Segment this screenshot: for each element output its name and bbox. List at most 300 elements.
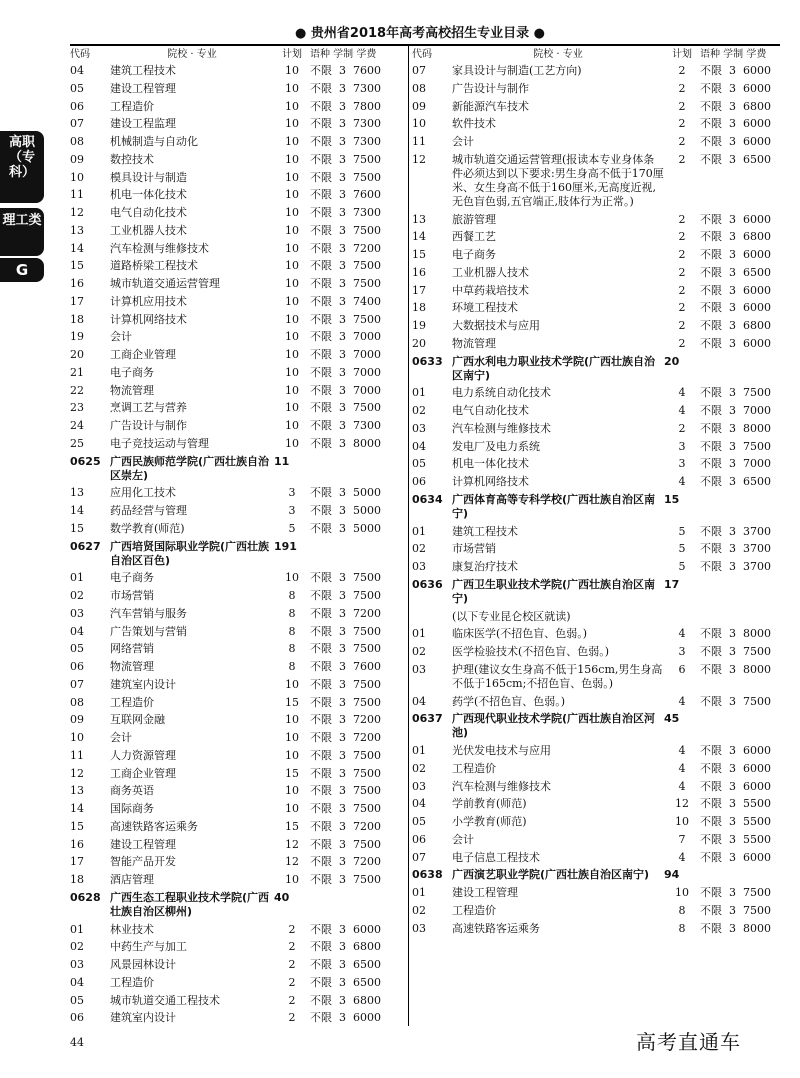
row-meta: 不限 3 7000 bbox=[310, 383, 381, 397]
table-row bbox=[70, 731, 400, 745]
row-plan: 10 bbox=[285, 99, 299, 113]
row-name: 电子商务 bbox=[452, 248, 496, 261]
row-plan: 2 bbox=[678, 64, 686, 77]
col-header-name: 院校 · 专业 bbox=[167, 49, 217, 60]
row-plan: 10 bbox=[285, 677, 299, 691]
row-plan: 45 bbox=[664, 712, 680, 726]
row-plan: 4 bbox=[678, 404, 686, 417]
row-plan: 4 bbox=[678, 627, 686, 641]
table-row bbox=[412, 627, 790, 641]
row-plan: 2 bbox=[288, 922, 296, 936]
row-code: 04 bbox=[412, 694, 426, 708]
row-plan: 20 bbox=[664, 354, 680, 368]
row-code: 02 bbox=[412, 542, 426, 556]
table-row bbox=[70, 873, 400, 887]
row-code: 0633 bbox=[412, 354, 443, 368]
table-row bbox=[70, 486, 400, 500]
row-name: 市场营销 bbox=[110, 589, 154, 602]
row-code: 16 bbox=[412, 265, 426, 279]
table-row bbox=[70, 713, 400, 727]
row-code: 03 bbox=[412, 662, 426, 676]
row-plan: 4 bbox=[678, 761, 686, 775]
left-rows bbox=[70, 64, 400, 1025]
table-row bbox=[412, 117, 790, 131]
row-code: 02 bbox=[70, 589, 84, 602]
row-name: 工程造价 bbox=[110, 695, 154, 709]
row-name: 道路桥梁工程技术 bbox=[110, 259, 198, 273]
row-code: 14 bbox=[70, 504, 84, 517]
row-code: 15 bbox=[70, 259, 84, 273]
table-row bbox=[412, 319, 790, 333]
institution-row bbox=[412, 578, 790, 606]
row-meta: 不限 3 8000 bbox=[700, 662, 771, 676]
row-meta: 不限 3 7500 bbox=[310, 873, 381, 886]
row-plan: 10 bbox=[285, 259, 299, 273]
row-meta: 不限 3 7000 bbox=[310, 330, 381, 344]
row-meta: 不限 3 6000 bbox=[310, 922, 381, 936]
row-code: 01 bbox=[70, 571, 84, 585]
row-code: 21 bbox=[70, 365, 84, 379]
row-code: 03 bbox=[412, 779, 426, 793]
table-row bbox=[70, 855, 400, 869]
table-row bbox=[70, 242, 400, 256]
row-plan: 10 bbox=[285, 748, 299, 762]
table-row bbox=[70, 571, 400, 585]
col-header-code: 代码 bbox=[412, 49, 432, 60]
row-code: 04 bbox=[412, 797, 426, 811]
table-row bbox=[412, 525, 790, 539]
row-plan: 10 bbox=[285, 784, 299, 798]
row-code: 0625 bbox=[70, 454, 101, 468]
row-meta: 不限 3 6800 bbox=[700, 99, 771, 113]
row-code: 04 bbox=[70, 624, 84, 638]
row-meta: 不限 3 7600 bbox=[310, 64, 381, 77]
table-row bbox=[412, 82, 790, 96]
table-row bbox=[70, 749, 400, 763]
row-name: 机械制造与自动化 bbox=[110, 135, 198, 148]
row-code: 13 bbox=[70, 486, 84, 500]
col-header-plan: 计划 bbox=[672, 49, 692, 60]
row-name: 中药生产与加工 bbox=[110, 940, 187, 954]
table-row bbox=[70, 437, 400, 451]
row-name: 电气自动化技术 bbox=[452, 404, 529, 417]
row-code: 06 bbox=[412, 475, 426, 488]
row-name: 会计 bbox=[110, 731, 132, 744]
row-name: 建设工程管理 bbox=[452, 886, 518, 899]
row-plan: 8 bbox=[678, 903, 686, 917]
row-name: 电气自动化技术 bbox=[110, 206, 187, 219]
row-meta: 不限 3 7500 bbox=[310, 170, 381, 184]
table-row bbox=[70, 994, 400, 1008]
row-name: 建设工程监理 bbox=[110, 117, 176, 131]
row-meta: 不限 3 6500 bbox=[700, 265, 771, 279]
row-meta: 不限 3 7200 bbox=[310, 855, 381, 869]
row-name: 电子商务 bbox=[110, 365, 154, 379]
row-name: 模具设计与制造 bbox=[110, 170, 187, 184]
row-code: 02 bbox=[412, 761, 426, 775]
watermark: 高考直通车 bbox=[636, 1030, 741, 1054]
row-code: 01 bbox=[412, 744, 426, 757]
row-code: 01 bbox=[412, 386, 426, 400]
institution-row bbox=[70, 540, 400, 568]
row-meta: 不限 3 7500 bbox=[310, 677, 381, 691]
row-plan: 2 bbox=[678, 135, 686, 148]
table-row bbox=[70, 206, 400, 220]
row-name: 城市轨道交通运营管理 bbox=[110, 277, 220, 290]
table-row bbox=[70, 767, 400, 781]
row-meta: 不限 3 7500 bbox=[310, 223, 381, 237]
row-plan: 5 bbox=[288, 521, 296, 535]
row-name: 学前教育(师范) bbox=[452, 797, 527, 811]
row-plan: 8 bbox=[288, 606, 296, 620]
table-row bbox=[70, 419, 400, 433]
row-code: 20 bbox=[70, 348, 84, 361]
row-name: 汽车营销与服务 bbox=[110, 606, 187, 620]
institution-row bbox=[412, 493, 790, 521]
row-name: 环境工程技术 bbox=[452, 301, 518, 315]
table-row bbox=[70, 625, 400, 639]
table-row bbox=[412, 386, 790, 400]
row-code: 08 bbox=[412, 81, 426, 95]
row-plan: 10 bbox=[285, 401, 299, 415]
row-meta: 不限 3 6000 bbox=[700, 744, 771, 757]
row-plan: 10 bbox=[285, 802, 299, 815]
row-code: 03 bbox=[70, 958, 84, 971]
row-plan: 10 bbox=[285, 64, 299, 77]
row-name: 会计 bbox=[452, 135, 474, 148]
row-meta: 不限 3 7500 bbox=[310, 152, 381, 166]
row-plan: 10 bbox=[285, 206, 299, 219]
row-code: 0636 bbox=[412, 577, 443, 591]
row-code: 06 bbox=[70, 660, 84, 673]
table-row bbox=[70, 313, 400, 327]
row-code: 08 bbox=[70, 695, 84, 709]
row-plan: 2 bbox=[678, 336, 686, 350]
row-name: 广西民族师范学院(广西壮族自治区崇左) bbox=[110, 454, 270, 482]
table-row bbox=[412, 815, 790, 829]
row-name: 工程造价 bbox=[110, 99, 154, 113]
row-code: 15 bbox=[70, 819, 84, 833]
row-code: 20 bbox=[412, 336, 426, 350]
table-row bbox=[70, 277, 400, 291]
row-code: 06 bbox=[70, 99, 84, 113]
row-code: 10 bbox=[412, 117, 426, 131]
row-code: 05 bbox=[70, 81, 84, 95]
column-divider bbox=[408, 46, 409, 1026]
table-row bbox=[70, 838, 400, 852]
row-name: 高速铁路客运乘务 bbox=[452, 921, 540, 935]
row-plan: 10 bbox=[285, 117, 299, 131]
row-meta: 不限 3 8000 bbox=[700, 421, 771, 435]
row-name: 物流管理 bbox=[452, 336, 496, 350]
row-name: 数学教育(师范) bbox=[110, 521, 185, 535]
col-header-meta: 语种 学制 学费 bbox=[310, 49, 377, 60]
row-name: 物流管理 bbox=[110, 660, 154, 673]
institution-row bbox=[70, 891, 400, 919]
row-name: 工业机器人技术 bbox=[110, 223, 187, 237]
row-name: 广西演艺职业学院(广西壮族自治区南宁) bbox=[452, 868, 650, 882]
row-plan: 3 bbox=[678, 457, 686, 471]
row-code: 11 bbox=[70, 748, 84, 762]
table-row bbox=[70, 678, 400, 692]
row-name: 机电一体化技术 bbox=[110, 188, 187, 202]
row-plan: 10 bbox=[285, 135, 299, 148]
row-plan: 10 bbox=[285, 152, 299, 166]
row-name: 应用化工技术 bbox=[110, 486, 176, 500]
row-code: 01 bbox=[412, 524, 426, 538]
row-plan: 8 bbox=[288, 660, 296, 673]
table-row bbox=[412, 100, 790, 114]
row-name: 电子商务 bbox=[110, 571, 154, 585]
row-meta: 不限 3 7600 bbox=[310, 660, 381, 673]
row-code: 07 bbox=[412, 64, 426, 77]
table-row bbox=[412, 266, 790, 280]
row-plan: 5 bbox=[678, 560, 686, 573]
row-code: 03 bbox=[412, 421, 426, 435]
right-rows bbox=[412, 64, 790, 936]
row-name: 市场营销 bbox=[452, 542, 496, 556]
row-meta: 不限 3 7500 bbox=[310, 748, 381, 762]
row-plan: 10 bbox=[675, 815, 689, 828]
row-name: 工商企业管理 bbox=[110, 348, 176, 361]
row-meta: 不限 3 6500 bbox=[310, 958, 381, 971]
row-code: 25 bbox=[70, 436, 84, 450]
row-meta: 不限 3 7000 bbox=[310, 365, 381, 379]
page-header-title: ● 贵州省2018年高考高校招生专业目录 ● bbox=[295, 26, 545, 41]
row-meta: 不限 3 7200 bbox=[310, 819, 381, 833]
side-tab-letter: G bbox=[0, 258, 44, 282]
row-plan: 15 bbox=[285, 766, 299, 780]
row-plan: 3 bbox=[678, 645, 686, 658]
row-plan: 2 bbox=[288, 958, 296, 971]
row-plan: 10 bbox=[285, 170, 299, 184]
row-name: 高速铁路客运乘务 bbox=[110, 819, 198, 833]
row-name: 计算机网络技术 bbox=[110, 312, 187, 326]
row-name: 工商企业管理 bbox=[110, 766, 176, 780]
row-name: 汽车检测与维修技术 bbox=[452, 779, 551, 793]
row-meta: 不限 3 5500 bbox=[700, 832, 771, 846]
table-row bbox=[412, 457, 790, 471]
row-plan: 2 bbox=[678, 212, 686, 226]
row-meta: 不限 3 6500 bbox=[310, 975, 381, 989]
row-name: 广西现代职业技术学院(广西壮族自治区河池) bbox=[452, 712, 656, 740]
row-name: 药学(不招色盲、色弱。) bbox=[452, 694, 566, 708]
row-name: 康复治疗技术 bbox=[452, 560, 518, 573]
row-plan: 2 bbox=[288, 1011, 296, 1025]
table-row bbox=[412, 695, 790, 709]
row-plan: 2 bbox=[678, 230, 686, 244]
row-code: 11 bbox=[412, 135, 426, 148]
row-plan: 4 bbox=[678, 744, 686, 757]
row-plan: 2 bbox=[288, 940, 296, 954]
row-code: 15 bbox=[70, 521, 84, 535]
col-header-plan: 计划 bbox=[282, 49, 302, 60]
row-code: 04 bbox=[70, 975, 84, 989]
table-row bbox=[70, 696, 400, 710]
row-code: 05 bbox=[412, 457, 426, 471]
row-meta: 不限 3 7500 bbox=[310, 277, 381, 290]
row-meta: 不限 3 7200 bbox=[310, 731, 381, 744]
table-row bbox=[70, 660, 400, 674]
row-name: 物流管理 bbox=[110, 383, 154, 397]
row-name: 光伏发电技术与应用 bbox=[452, 744, 551, 757]
row-name: 广西体育高等专科学校(广西壮族自治区南宁) bbox=[452, 492, 656, 520]
row-plan: 3 bbox=[678, 439, 686, 453]
row-name: 电子信息工程技术 bbox=[452, 850, 540, 864]
row-meta: 不限 3 7500 bbox=[310, 312, 381, 326]
col-header-meta: 语种 学制 学费 bbox=[700, 49, 767, 60]
row-meta: 不限 3 7200 bbox=[310, 713, 381, 727]
row-code: 06 bbox=[70, 1011, 84, 1025]
row-name: 人力资源管理 bbox=[110, 748, 176, 762]
row-meta: 不限 3 7500 bbox=[310, 802, 381, 815]
row-code: 24 bbox=[70, 419, 84, 432]
row-plan: 10 bbox=[285, 312, 299, 326]
row-code: 07 bbox=[70, 117, 84, 131]
table-row bbox=[412, 922, 790, 936]
left-column-header bbox=[70, 48, 400, 61]
row-plan: 10 bbox=[285, 419, 299, 432]
row-code: 13 bbox=[412, 212, 426, 226]
row-name: 护理(建议女生身高不低于156cm,男生身高不低于165cm;不招色盲、色弱。) bbox=[452, 662, 663, 690]
row-plan: 2 bbox=[678, 99, 686, 113]
row-meta: 不限 3 6000 bbox=[700, 850, 771, 864]
row-code: 12 bbox=[412, 152, 426, 166]
table-row bbox=[70, 940, 400, 954]
row-code: 09 bbox=[412, 99, 426, 113]
row-code: 12 bbox=[70, 766, 84, 780]
row-meta: 不限 3 5500 bbox=[700, 797, 771, 811]
row-code: 01 bbox=[412, 886, 426, 899]
row-code: 16 bbox=[70, 277, 84, 290]
institution-row bbox=[412, 712, 790, 740]
row-name: 智能产品开发 bbox=[110, 855, 176, 869]
row-plan: 8 bbox=[288, 589, 296, 602]
row-plan: 10 bbox=[285, 188, 299, 202]
row-code: 02 bbox=[412, 645, 426, 658]
row-name: 新能源汽车技术 bbox=[452, 99, 529, 113]
row-name: 计算机应用技术 bbox=[110, 294, 187, 308]
table-row bbox=[412, 284, 790, 298]
row-name: 工程造价 bbox=[452, 761, 496, 775]
row-meta: 不限 3 7300 bbox=[310, 81, 381, 95]
table-row bbox=[70, 784, 400, 798]
table-row bbox=[412, 230, 790, 244]
row-code: 16 bbox=[70, 837, 84, 851]
table-row bbox=[70, 348, 400, 362]
row-meta: 不限 3 7000 bbox=[310, 348, 381, 361]
table-row bbox=[412, 337, 790, 351]
row-meta: 不限 3 7500 bbox=[700, 439, 771, 453]
row-name: 工程造价 bbox=[110, 975, 154, 989]
row-meta: 不限 3 6000 bbox=[700, 301, 771, 315]
row-code: 13 bbox=[70, 784, 84, 798]
table-row bbox=[70, 958, 400, 972]
table-row bbox=[70, 504, 400, 518]
table-row bbox=[70, 607, 400, 621]
row-code: 05 bbox=[412, 815, 426, 828]
row-plan: 2 bbox=[678, 421, 686, 435]
table-row bbox=[412, 213, 790, 227]
row-plan: 10 bbox=[285, 81, 299, 95]
row-meta: 不限 3 7500 bbox=[700, 694, 771, 708]
institution-row bbox=[70, 455, 400, 483]
row-plan: 10 bbox=[285, 731, 299, 744]
row-plan: 2 bbox=[288, 975, 296, 989]
table-row bbox=[70, 330, 400, 344]
institution-row bbox=[412, 355, 790, 383]
table-row bbox=[412, 645, 790, 659]
row-plan: 7 bbox=[678, 832, 686, 846]
row-meta: 不限 3 6000 bbox=[700, 336, 771, 350]
row-code: 09 bbox=[70, 152, 84, 166]
row-meta: 不限 3 7000 bbox=[700, 457, 771, 471]
row-code: 22 bbox=[70, 383, 84, 397]
col-header-code: 代码 bbox=[70, 49, 90, 60]
row-plan: 8 bbox=[288, 642, 296, 656]
row-name: 计算机网络技术 bbox=[452, 475, 529, 488]
row-plan: 3 bbox=[288, 486, 296, 500]
row-meta: 不限 3 7200 bbox=[310, 606, 381, 620]
row-code: 18 bbox=[70, 873, 84, 886]
table-row bbox=[70, 295, 400, 309]
row-code: 01 bbox=[412, 627, 426, 641]
row-code: 04 bbox=[70, 64, 84, 77]
table-row bbox=[412, 560, 790, 574]
row-name: 城市轨道交通运营管理(报读本专业身体条件必须达到以下要求:男生身高不低于170厘米、女生身高不低于160厘米,无高度近视,无色盲色弱,五官端正,肢体行为正常。) bbox=[452, 152, 664, 208]
row-name: 小学教育(师范) bbox=[452, 815, 527, 828]
row-code: 0638 bbox=[412, 868, 443, 882]
table-row bbox=[70, 401, 400, 415]
row-code: 03 bbox=[412, 921, 426, 935]
table-row bbox=[70, 153, 400, 167]
table-row bbox=[70, 642, 400, 656]
row-plan: 2 bbox=[678, 248, 686, 261]
row-meta: 不限 3 5500 bbox=[700, 815, 771, 828]
row-meta: 不限 3 7500 bbox=[310, 589, 381, 602]
table-row bbox=[70, 384, 400, 398]
right-column-header bbox=[412, 48, 790, 61]
row-name: (以下专业昆仑校区就读) bbox=[452, 609, 571, 623]
row-meta: 不限 3 5000 bbox=[310, 504, 381, 517]
row-meta: 不限 3 3700 bbox=[700, 524, 771, 538]
row-plan: 8 bbox=[678, 921, 686, 935]
row-meta: 不限 3 7500 bbox=[310, 766, 381, 780]
row-name: 临床医学(不招色盲、色弱。) bbox=[452, 627, 588, 641]
row-plan: 2 bbox=[678, 152, 686, 166]
table-row bbox=[412, 301, 790, 315]
row-code: 0627 bbox=[70, 539, 101, 553]
table-row bbox=[70, 366, 400, 380]
institution-row bbox=[412, 868, 790, 882]
row-meta: 不限 3 7300 bbox=[310, 206, 381, 219]
table-row bbox=[412, 904, 790, 918]
row-name: 建设工程管理 bbox=[110, 81, 176, 95]
row-meta: 不限 3 7500 bbox=[310, 401, 381, 415]
row-meta: 不限 3 6000 bbox=[700, 81, 771, 95]
row-plan: 12 bbox=[285, 837, 299, 851]
row-meta: 不限 3 7500 bbox=[310, 784, 381, 798]
row-code: 0634 bbox=[412, 492, 443, 506]
row-code: 17 bbox=[70, 294, 84, 308]
row-plan: 10 bbox=[285, 383, 299, 397]
row-name: 广西卫生职业技术学院(广西壮族自治区南宁) bbox=[452, 577, 656, 605]
table-row bbox=[412, 744, 790, 758]
table-row bbox=[412, 886, 790, 900]
table-row bbox=[412, 153, 790, 209]
row-name: 广西培贤国际职业学院(广西壮族自治区百色) bbox=[110, 539, 270, 567]
table-row bbox=[412, 663, 790, 691]
